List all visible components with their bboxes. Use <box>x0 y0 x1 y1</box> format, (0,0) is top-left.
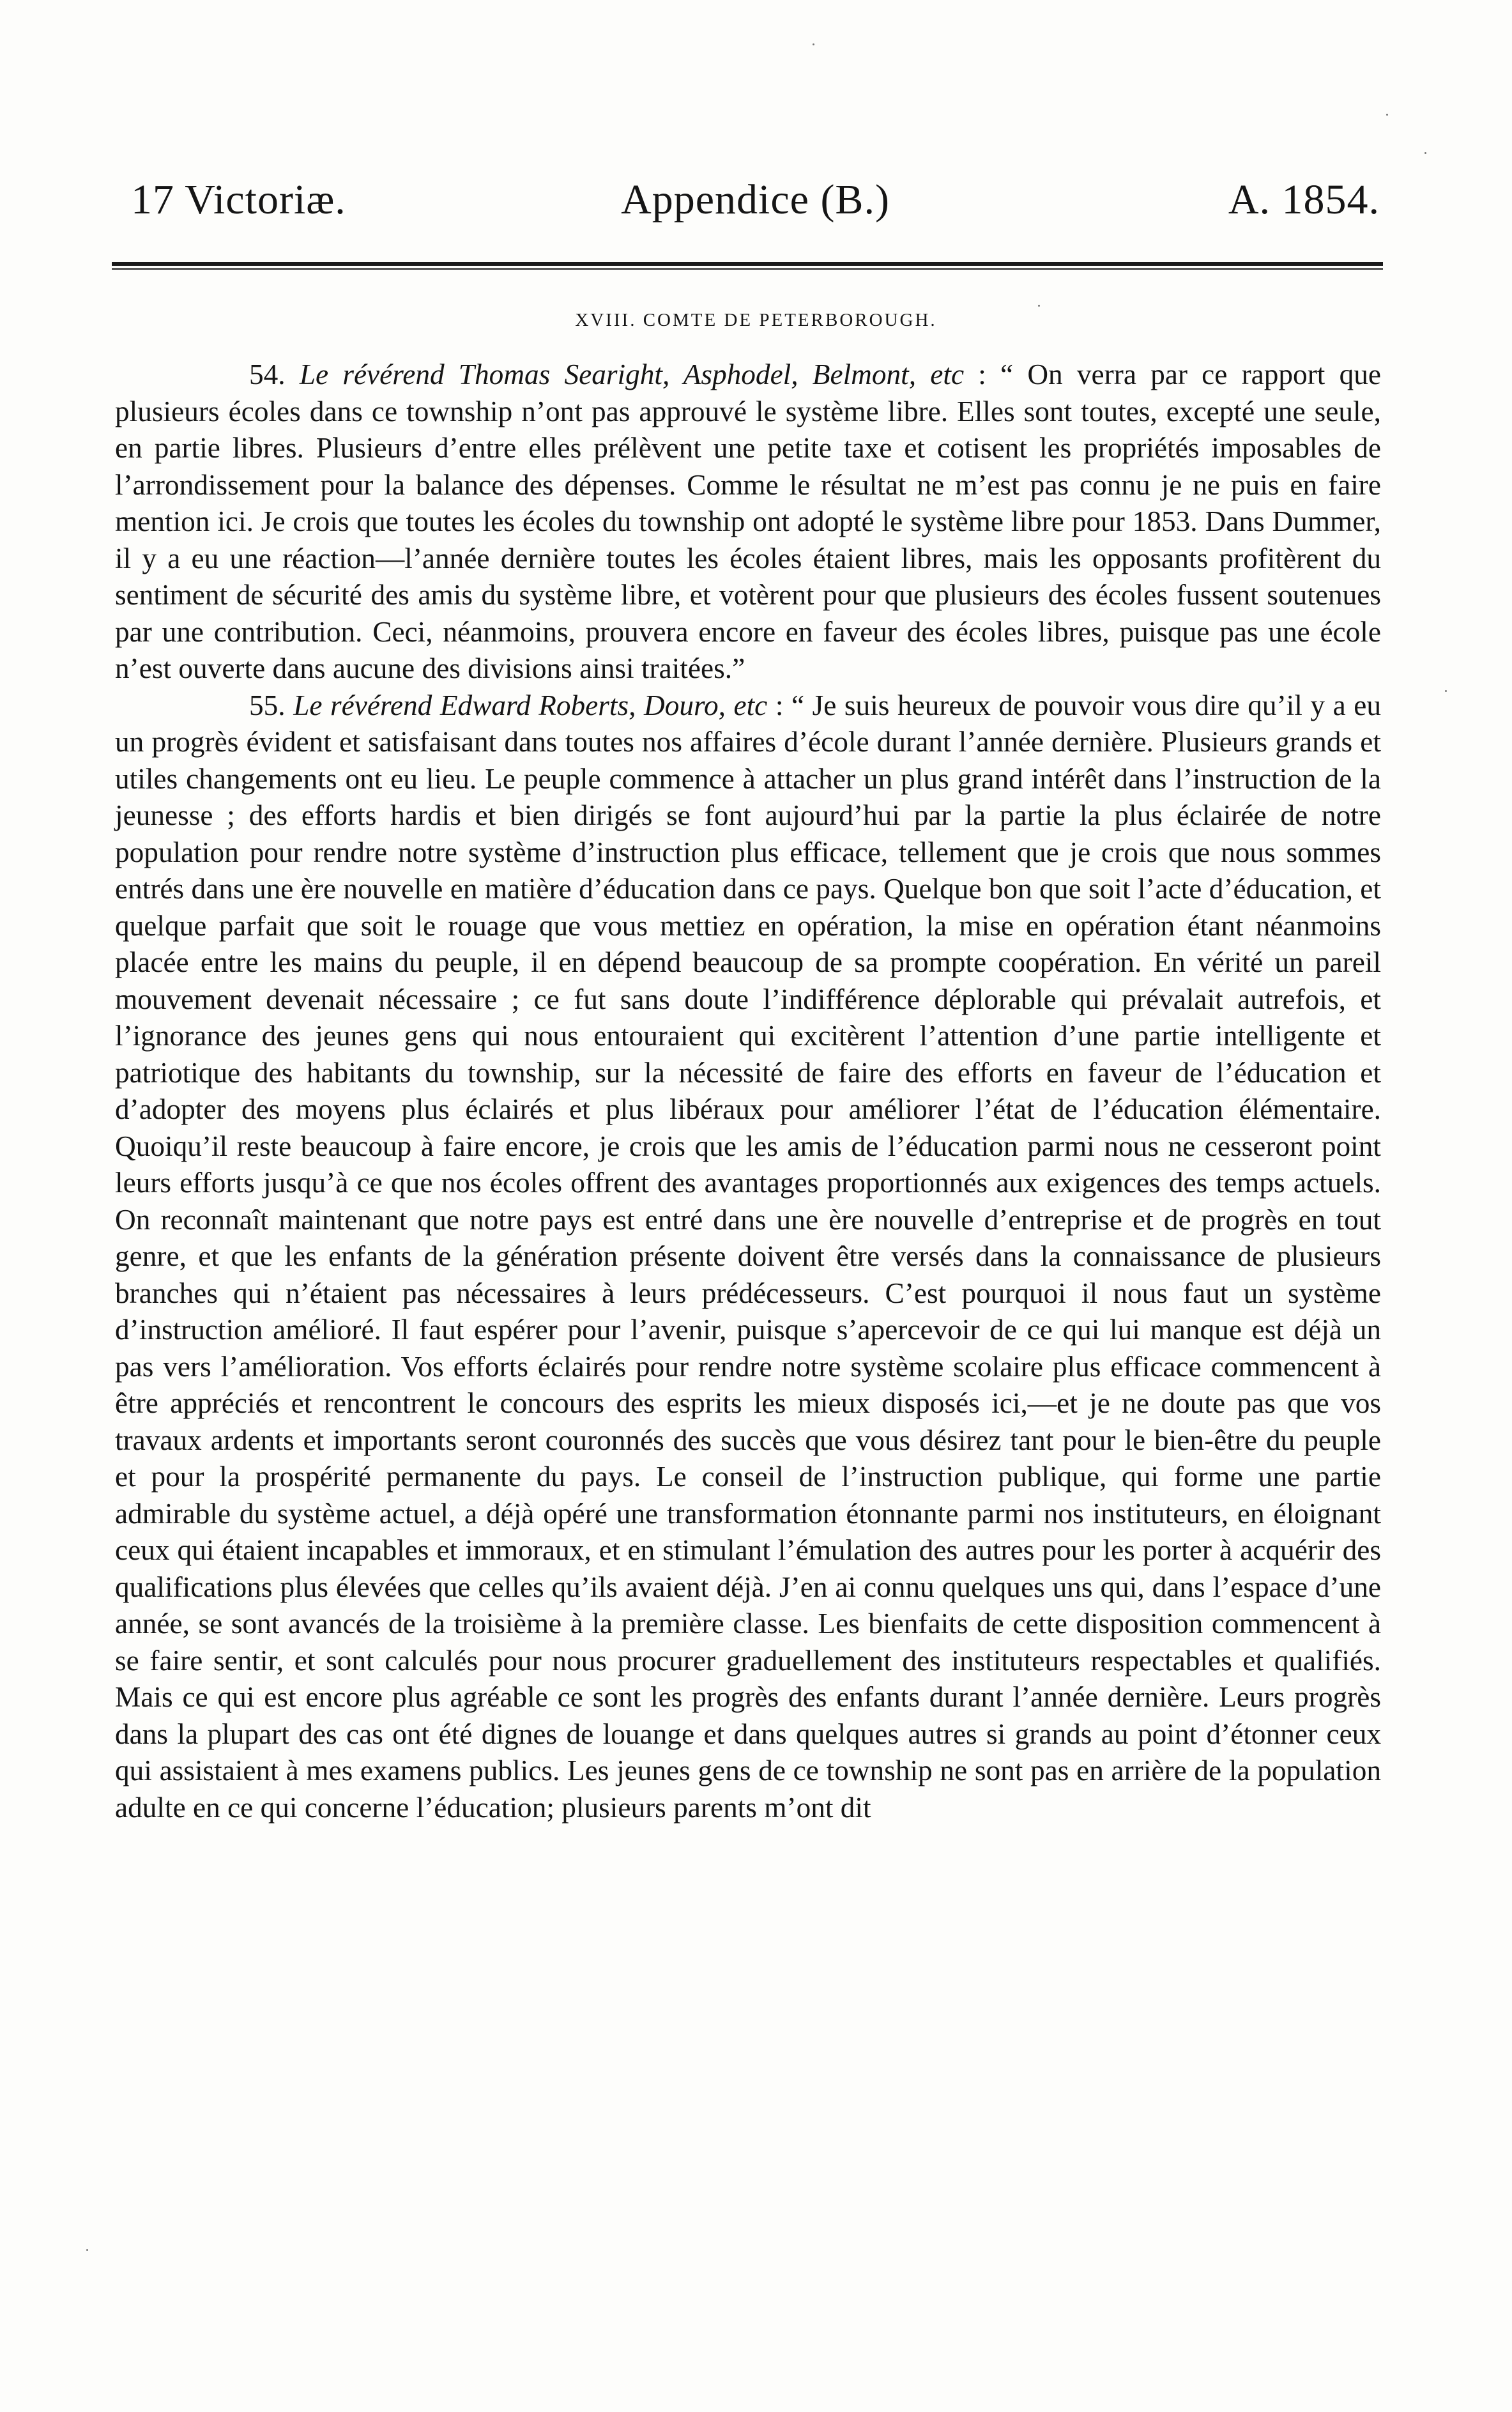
header-right: A. 1854. <box>1228 176 1380 223</box>
section-heading: XVIII. COMTE DE PETERBOROUGH. <box>575 310 937 330</box>
paragraph-author: Le révérend Edward Roberts, Douro, etc <box>293 689 768 721</box>
header-left: 17 Victoriæ. <box>131 176 346 223</box>
scan-speck <box>86 2249 88 2251</box>
scan-speck <box>1445 690 1447 692</box>
paragraph-number: 55. <box>249 689 286 721</box>
running-header <box>131 171 1380 229</box>
header-rule-thin <box>112 268 1383 270</box>
scan-speck <box>813 43 814 45</box>
paragraph-text: : “ Je suis heureux de pouvoir vous dire qu’il y a eu un progrès évident et satisfaisant dans toutes nos affaires d’école durant l’année dernière. Plusieurs grands et utiles changements ont eu lieu. Le peuple commence à attacher un plus grand intérêt dans l’instruction de la jeunesse ; des efforts hardis et bien dirigés se font aujourd’hui par la partie la plus éclairée de notre population pour rendre notre système d’instruction plus efficace, tellement que je crois que nous sommes entrés dans une ère nouvelle en matière d’éducation dans ce pays. Quelque bon que soit l’acte d’éducation, et quelque parfait que soit le rouage que vous mettiez en opération, la mise en opération étant néanmoins placée entre les mains du peuple, il en dépend beaucoup de sa prompte coopération. En vérité un pareil mouvement devenait nécessaire ; ce fut sans doute l’indifférence déplorable qui prévalait autrefois, et l’ignorance des jeunes gens qui nous entouraient qui excitèrent l’attention d’une partie intelligente et patriotique des habitants du township, sur la nécessité de faire des efforts en faveur de l’éducation et d’adopter des moyens plus éclairés et plus libéraux pour améliorer l’état de l’éducation élémentaire. Quoiqu’il reste beaucoup à faire encore, je crois que les amis de l’éducation parmi nous ne cesseront point leurs efforts jusqu’à ce que nos écoles offrent des avantages proportionnés aux exigences des temps actuels. On reconnaît maintenant que notre pays est entré dans une ère nouvelle d’entreprise et de progrès en tout genre, et que les enfants de la génération présente doivent être versés dans la connaissance de plusieurs branches qui n’étaient pas nécessaires à leurs prédécesseurs. C’est pourquoi il nous faut un système d’instruction amélioré. Il faut espérer pour l’avenir, puisque s’apercevoir de ce qui lui manque est déjà un pas vers l’amélioration. Vos efforts éclairés pour rendre notre système scolaire plus efficace commencent à être appréciés et rencontrent le concours des esprits les mieux disposés ici,—et je ne doute pas que vos travaux ardents et importants seront couronnés des succès que vous désirez tant pour le bien-être du peuple et pour la prospérité permanente du pays. Le conseil de l’instruction publique, qui forme une partie admirable du système actuel, a déjà opéré une transformation étonnante parmi nos instituteurs, en éloignant ceux qui étaient incapables et immoraux, et en stimulant l’émulation des autres pour les porter à acquérir des qualifications plus élevées que celles qu’ils avaient déjà. J’en ai connu quelques uns qui, dans l’espace d’une année, se sont avancés de la troisième à la première classe. Les bienfaits de cette disposition commencent à se faire sentir, et sont calculés pour nous procurer graduellement des instituteurs respectables et qualifiés. Mais ce qui est encore plus agréable ce sont les progrès des enfants durant l’année dernière. Leurs progrès dans la plupart des cas ont été dignes de louange et dans quelques autres si grands au point d’étonner ceux qui assistaient à mes examens publics. Les jeunes gens de ce township ne sont pas en arrière de la population adulte en ce qui concerne l’éducation; plusieurs parents m’ont dit <box>115 689 1381 1824</box>
paragraph-55 <box>115 687 1381 1827</box>
paragraph-text: : “ On verra par ce rapport que plusieurs écoles dans ce township n’ont pas approuvé le système libre. Elles sont toutes, excepté une seule, en partie libres. Plusieurs d’entre elles prélèvent une petite taxe et cotisent les propriétés imposables de l’arrondissement pour la balance des dépenses. Comme le résultat ne m’est pas connu je ne puis en faire mention ici. Je crois que toutes les écoles du township ont adopté le système libre pour 1853. Dans Dummer, il y a eu une réaction—l’année dernière toutes les écoles étaient libres, mais les opposants profitèrent du sentiment de sécurité des amis du système libre, et votèrent pour que plusieurs des écoles fussent soutenues par une contribution. Ceci, néanmoins, prouvera encore en faveur des écoles libres, puisque pas une école n’est ouverte dans aucune des divisions ainsi traitées.” <box>115 358 1381 684</box>
header-rule-thick <box>112 262 1383 266</box>
scan-speck <box>1424 152 1426 154</box>
paragraph-author: Le révérend Thomas Searight, Asphodel, Belmont, etc <box>299 358 965 390</box>
scan-speck <box>1038 305 1040 307</box>
body-text <box>115 357 1381 1826</box>
paragraph-number: 54. <box>249 358 286 390</box>
header-center: Appendice (B.) <box>621 176 890 223</box>
paragraph-54 <box>115 357 1381 687</box>
scan-speck <box>1386 114 1388 116</box>
